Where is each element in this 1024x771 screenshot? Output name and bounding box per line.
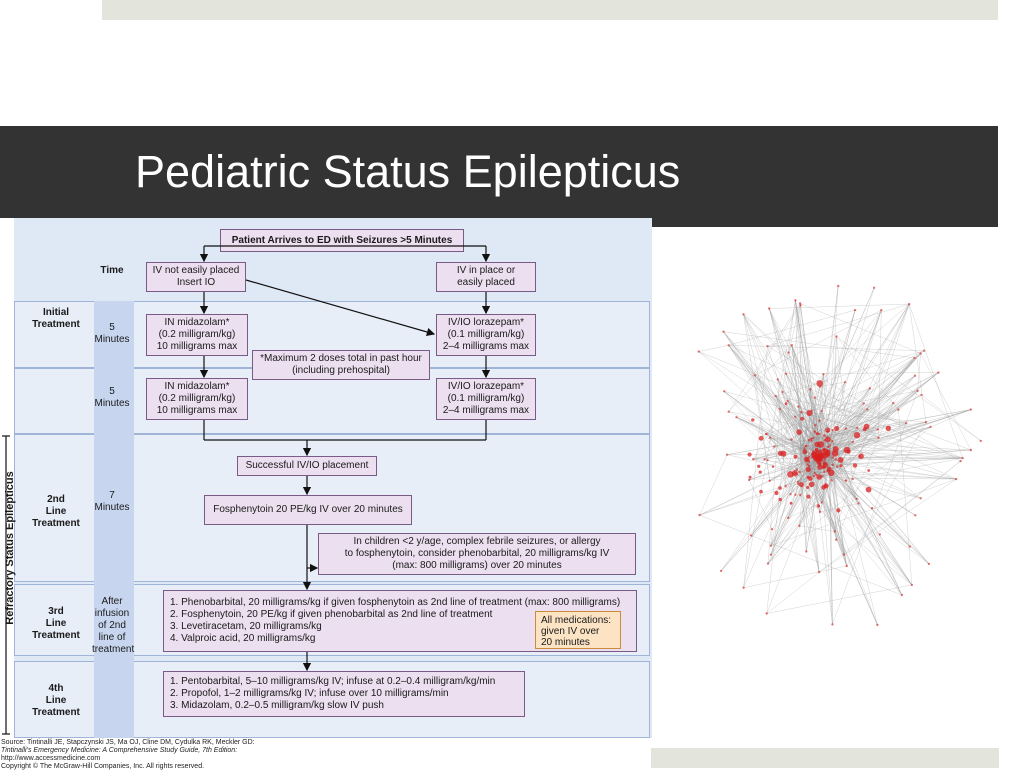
network-edges: [699, 286, 981, 625]
refractory-label: Refractory Status Epilepticus: [4, 463, 16, 633]
section-initial: Initial Treatment: [22, 307, 90, 331]
flow-arrows: [0, 218, 652, 768]
time-4: After infusion of 2nd line of treatment: [92, 596, 132, 656]
section-second: 2nd Line Treatment: [22, 494, 90, 530]
top-accent-strip: [102, 0, 998, 20]
iv-not-placed-box: IV not easily placed Insert IO: [146, 262, 246, 292]
max-dose-note: *Maximum 2 doses total in past hour (including prehospital): [252, 350, 430, 380]
fosphenytoin-box: Fosphenytoin 20 PE/kg IV over 20 minutes: [204, 495, 412, 525]
source-line-2: Tintinalli's Emergency Medicine: A Comprehensive Study Guide, 7th Edition:: [1, 747, 237, 754]
time-2: 5 Minutes: [92, 386, 132, 410]
source-citation: [1, 739, 255, 771]
time-1: 5 Minutes: [92, 322, 132, 346]
section-third: 3rd Line Treatment: [22, 606, 90, 642]
iv-in-place-box: IV in place or easily placed: [436, 262, 536, 292]
section-fourth: 4th Line Treatment: [22, 683, 90, 719]
flowchart-figure: [0, 218, 652, 768]
source-line-4: Copyright © The McGraw-Hill Companies, Inc. All rights reserved.: [1, 763, 204, 770]
all-medications-note: All medications: given IV over 20 minutes: [535, 611, 621, 649]
bottom-accent-strip: [651, 748, 999, 768]
time-header: Time: [92, 265, 132, 277]
slide-title: Pediatric Status Epilepticus: [135, 146, 680, 198]
start-box: Patient Arrives to ED with Seizures >5 Minutes: [220, 229, 464, 252]
time-3: 7 Minutes: [92, 490, 132, 514]
third-line-box: 1. Phenobarbital, 20 milligrams/kg if given fosphenytoin as 2nd line of treatment (max: 800 milligrams) 2. Fosphenytoin, 20 PE/kg if given phenobarbital as 2nd line of treatment 3. Levetiracetam, 20 milligrams/kg 4. Valproic acid, 20 milligrams/kg: [163, 590, 637, 652]
lorazepam-box-2: IV/IO lorazepam* (0.1 milligram/kg) 2–4 milligrams max: [436, 378, 536, 420]
source-line-3: http://www.accessmedicine.com: [1, 755, 100, 762]
lorazepam-box-1: IV/IO lorazepam* (0.1 milligram/kg) 2–4 milligrams max: [436, 314, 536, 356]
fourth-line-box: 1. Pentobarbital, 5–10 milligrams/kg IV; infuse at 0.2–0.4 milligram/kg/min 2. Propofol, 1–2 milligrams/kg IV; infuse over 10 milligrams/min 3. Midazolam, 0.2–0.5 milligram/kg slow IV push: [163, 671, 525, 717]
midazolam-box-1: IN midazolam* (0.2 milligram/kg) 10 milligrams max: [146, 314, 248, 356]
children-note-box: In children <2 y/age, complex febrile seizures, or allergy to fosphenytoin, consider phenobarbital, 20 milligrams/kg IV (max: 800 milligrams) over 20 minutes: [318, 533, 636, 575]
source-line-1: Source: Tintinalli JE, Stapczynski JS, Ma OJ, Cline DM, Cydulka RK, Meckler GD:: [1, 739, 255, 746]
midazolam-box-2: IN midazolam* (0.2 milligram/kg) 10 milligrams max: [146, 378, 248, 420]
network-graph-image: [668, 258, 1008, 668]
successful-placement-box: Successful IV/IO placement: [237, 456, 377, 476]
